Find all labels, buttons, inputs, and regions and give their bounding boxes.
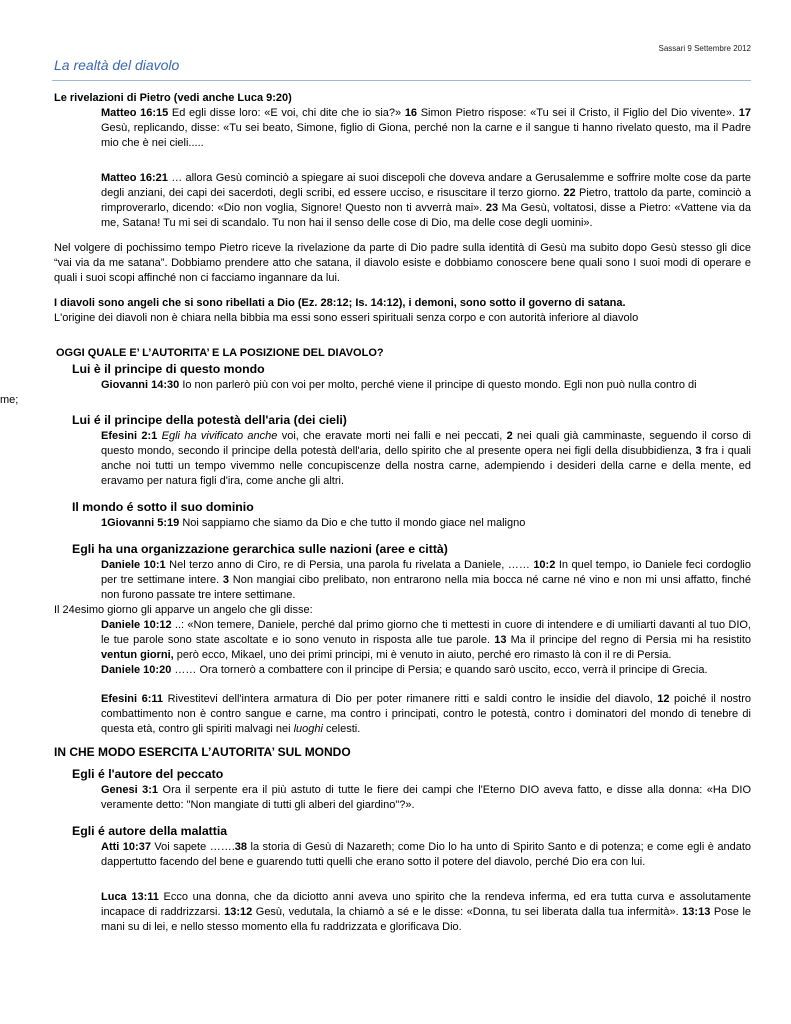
verse-text: nei quali già camminaste, seguendo il corso di questo mondo, secondo il principe della potestà dell'aria, dello spirito che al presente opera nei figli della disubbidienza, <box>101 430 752 457</box>
verse-ref: Efesini 2:1 <box>101 430 158 442</box>
verse-text: Voi sapete ……. <box>150 841 235 853</box>
document-title: La realtà del diavolo <box>54 57 180 73</box>
subheading-potesta-aria: Lui é il principe della potestà dell'aria (dei cieli) <box>72 413 347 427</box>
section-heading-autorita: OGGI QUALE E’ L’AUTORITA’ E LA POSIZIONE DEL DIAVOLO? <box>56 347 384 359</box>
verse-num: 17 <box>738 107 752 119</box>
verse-num: 3 <box>695 445 702 457</box>
verse-ref: Daniele 10:1 <box>101 559 166 571</box>
subheading-organizzazione: Egli ha una organizzazione gerarchica sulle nazioni (aree e città) <box>72 542 448 556</box>
verse-genesi-3-1 <box>54 783 751 813</box>
verse-num: 13:12 <box>224 906 253 918</box>
verse-efesini-2-1 <box>54 429 751 489</box>
verse-daniele-10-1 <box>54 558 751 603</box>
verse-continuation: me; <box>0 394 19 406</box>
verse-text: Ed egli disse loro: «E voi, chi dite che io sia?» <box>168 107 405 119</box>
verse-ref: Luca 13:11 <box>101 891 159 903</box>
verse-text: Pose le mani su di lei, e nello stesso momento ella fu raddrizzata e glorificava Dio. <box>101 906 752 933</box>
verse-ref: Genesi 3:1 <box>101 784 159 796</box>
verse-text: Non mangiai cibo prelibato, non entrarono nella mia bocca né carne né vino e non mi unsi affatto, finché non furono passate tre intere settimane. <box>101 574 751 601</box>
verse-text: … allora Gesù cominciò a spiegare ai suoi discepoli che doveva andare a Gerusalemme e soffrire molte cose da parte degli anziani, dei capi dei sacerdoti, degli scribi, ed essere ucciso, e risuscitare il terzo giorno. <box>101 172 751 199</box>
verse-text: Ma il principe del regno di Persia mi ha resistito <box>506 634 752 646</box>
verse-num: 13:13 <box>682 906 711 918</box>
verse-num: 22 <box>563 187 576 199</box>
verse-matteo-16-15 <box>54 106 751 151</box>
statement-diavoli: I diavoli sono angeli che si sono ribellati a Dio (Ez. 28:12; Is. 14:12), i demoni, sono sotto il governo di satana. <box>54 297 626 309</box>
verse-ref: Efesini 6:11 <box>101 693 164 705</box>
verse-bold: ventun giorni, <box>101 649 174 661</box>
subheading-mondo-dominio: Il mondo é sotto il suo dominio <box>72 500 254 514</box>
verse-atti-10-37 <box>54 840 751 870</box>
verse-giovanni-14-30 <box>54 378 751 393</box>
verse-ref: Daniele 10:20 <box>101 664 172 676</box>
subheading-principe-mondo: Lui è il principe di questo mondo <box>72 362 265 376</box>
verse-text: Simon Pietro rispose: «Tu sei il Cristo, il Figlio del Dio vivente». <box>417 107 739 119</box>
verse-num: 12 <box>657 693 670 705</box>
verse-ref: Giovanni 14:30 <box>101 379 180 391</box>
document-body <box>0 91 752 935</box>
verse-text: voi, che eravate morti nei falli e nei peccati, <box>277 430 507 442</box>
verse-text: Gesù, vedutala, la chiamò a sé e le disse: «Donna, tu sei liberata dalla tua infermità». <box>252 906 683 918</box>
verse-text: fra i quali anche noi tutti un tempo vivemmo nelle concupiscenze della nostra carne, adempiendo i desideri della carne e della mente, ed eravamo per natura figli d'ira, come anche gli altri. <box>101 445 751 487</box>
verse-text: Ma Gesù, voltatosi, disse a Pietro: «Vattene via da me, Satana! Tu mi sei di scandalo. Tu non hai il senso delle cose di Dio, ma delle cose degli uomini». <box>101 202 751 229</box>
verse-italic: Egli ha vivificato anche <box>157 430 278 442</box>
narrative-note: Il 24esimo giorno gli apparve un angelo che gli disse: <box>54 604 313 616</box>
verse-italic: luoghi <box>293 723 323 735</box>
verse-num: 10:2 <box>533 559 556 571</box>
document-date: Sassari 9 Settembre 2012 <box>658 44 751 53</box>
verse-num: 2 <box>506 430 513 442</box>
verse-text: Pietro, trattolo da parte, cominciò a rimproverarlo, dicendo: «Dio non voglia, Signore! Questo non ti avverrà mai». <box>101 187 751 214</box>
commentary-paragraph: Nel volgere di pochissimo tempo Pietro riceve la rivelazione da parte di Dio padre sulla identità di Gesù ma subito dopo Gesù stesso gli dice “vai via da me satana”. Dobbiamo prendere atto che satana, il diavolo esiste e dobbiamo conoscere bene quali sono I suoi modi di operare e quali i suoi scopi affinché non ci facciamo ingannare da lui. <box>54 242 751 284</box>
verse-text: ..: «Non temere, Daniele, perché dal primo giorno che ti mettesti in cuore di intendere e di umiliarti davanti al tuo DIO, le tue parole sono state ascoltate e io sono venuto in risposta alle tue parole. <box>101 619 751 646</box>
verse-ref: Daniele 10:12 <box>101 619 172 631</box>
verse-text: però ecco, Mikael, uno dei primi principi, mi è venuto in aiuto, perché ero rimasto là con il re di Persia. <box>173 649 672 661</box>
verse-text: Noi sappiamo che siamo da Dio e che tutto il mondo giace nel maligno <box>179 517 526 529</box>
verse-ref: Atti 10:37 <box>101 841 151 853</box>
verse-text: Ecco una donna, che da diciotto anni aveva uno spirito che la rendeva inferma, ed era tutta curva e assolutamente incapace di raddrizzarsi. <box>101 891 751 918</box>
verse-text: In quel tempo, io Daniele feci cordoglio per tre settimane intere. <box>101 559 751 586</box>
subheading-autore-peccato: Egli é l'autore del peccato <box>72 767 224 781</box>
verse-matteo-16-21 <box>54 171 751 231</box>
verse-daniele-10-12 <box>54 618 751 663</box>
verse-text: poiché il nostro combattimento non è contro sangue e carne, ma contro i principati, contro le potestà, contro i dominatori del mondo di tenebre di questa età, contro gli spiriti malvagi nei <box>101 693 752 735</box>
verse-text: Gesù, replicando, disse: «Tu sei beato, Simone, figlio di Giona, perché non la carne e il sangue ti hanno rivelato questo, ma il Padre mio che è nei cieli..... <box>101 122 751 149</box>
verse-text: celesti. <box>322 723 361 735</box>
verse-num: 13 <box>494 634 507 646</box>
verse-luca-13-11 <box>54 890 751 935</box>
subheading-autore-malattia: Egli é autore della malattia <box>72 824 228 838</box>
title-divider <box>52 80 751 81</box>
statement-origine: L'origine dei diavoli non è chiara nella bibbia ma essi sono esseri spirituali senza corpo e con autorità inferiore al diavolo <box>54 312 639 324</box>
verse-efesini-6-11 <box>54 692 751 737</box>
section-heading-rivelazioni: Le rivelazioni di Pietro (vedi anche Luca 9:20) <box>54 92 292 104</box>
verse-daniele-10-20 <box>54 663 751 678</box>
verse-text: …… Ora tornerò a combattere con il principe di Persia; e quando sarò uscito, ecco, verrà il principe di Grecia. <box>171 664 708 676</box>
verse-text: Io non parlerò più con voi per molto, perché viene il principe di questo mondo. Egli non può nulla contro di <box>179 379 697 391</box>
verse-num: 3 <box>222 574 230 586</box>
verse-text: la storia di Gesù di Nazareth; come Dio lo ha unto di Spirito Santo e di potenza; e come egli è andato dappertutto facendo del bene e guarendo tutti quelli che erano sotto il potere del diavolo, perché Dio era con lui. <box>101 841 751 868</box>
verse-text: Rivestitevi dell'intera armatura di Dio per poter rimanere ritti e saldi contro le insidie del diavolo, <box>163 693 658 705</box>
verse-text: Ora il serpente era il più astuto di tutte le fiere dei campi che l'Eterno DIO aveva fatto, e disse alla donna: «Ha DIO veramente detto: "Non mangiate di tutti gli alberi del giardino"?». <box>101 784 752 811</box>
verse-ref: Matteo 16:21 <box>101 172 168 184</box>
verse-num: 23 <box>485 202 499 214</box>
verse-text: Nel terzo anno di Ciro, re di Persia, una parola fu rivelata a Daniele, …… <box>165 559 534 571</box>
verse-1giovanni-5-19 <box>54 516 751 531</box>
verse-num: 16 <box>404 107 418 119</box>
verse-num: 38 <box>234 841 248 853</box>
section-heading-esercita: IN CHE MODO ESERCITA L’AUTORITA’ SUL MONDO <box>54 745 351 759</box>
verse-ref: 1Giovanni 5:19 <box>101 517 180 529</box>
verse-ref: Matteo 16:15 <box>101 107 169 119</box>
